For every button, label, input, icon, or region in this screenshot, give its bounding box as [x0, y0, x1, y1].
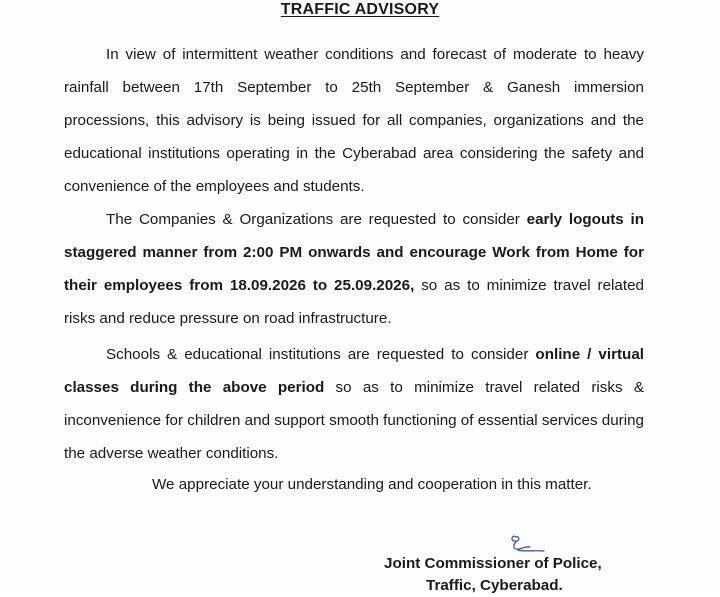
closing-line: We appreciate your understanding and cooperation in this matter. [152, 476, 592, 493]
signatory-unit: Traffic, Cyberabad. [426, 577, 563, 594]
paragraph-3-bold: online / virtual classes during the above period [64, 346, 644, 396]
signatory-designation: Joint Commissioner of Police, [384, 555, 602, 572]
document-title: TRAFFIC ADVISORY [280, 1, 440, 18]
paragraph-2-lead: The Companies & Organizations are requested to consider [106, 211, 527, 228]
paragraph-2-tail: so as to minimize travel related risks and reduce pressure on road infrastructure. [64, 277, 644, 327]
paragraph-companies [64, 203, 644, 335]
paragraph-schools [64, 338, 644, 470]
paragraph-3-lead: Schools & educational institutions are requested to consider [106, 346, 536, 363]
paragraph-1-text: In view of intermittent weather conditions and forecast of moderate to heavy rainfall between 17th September to 25th September & Ganesh immersion processions, this advisory is being issued for all companies, organizations and the educational institutions operating in the Cyberabad area considering the safety and convenience of the employees and students. [64, 46, 644, 195]
paragraph-weather-advisory [64, 38, 644, 203]
signature-block [384, 553, 684, 597]
paragraph-3-tail: so as to minimize travel related risks & inconvenience for children and support smooth functioning of essential services during the adverse weather conditions. [64, 379, 644, 462]
paragraph-2-bold: early logouts in staggered manner from 2:00 PM onwards and encourage Work from Home for their employees from 18.09.2026 to 25.09.2026, [64, 211, 644, 294]
